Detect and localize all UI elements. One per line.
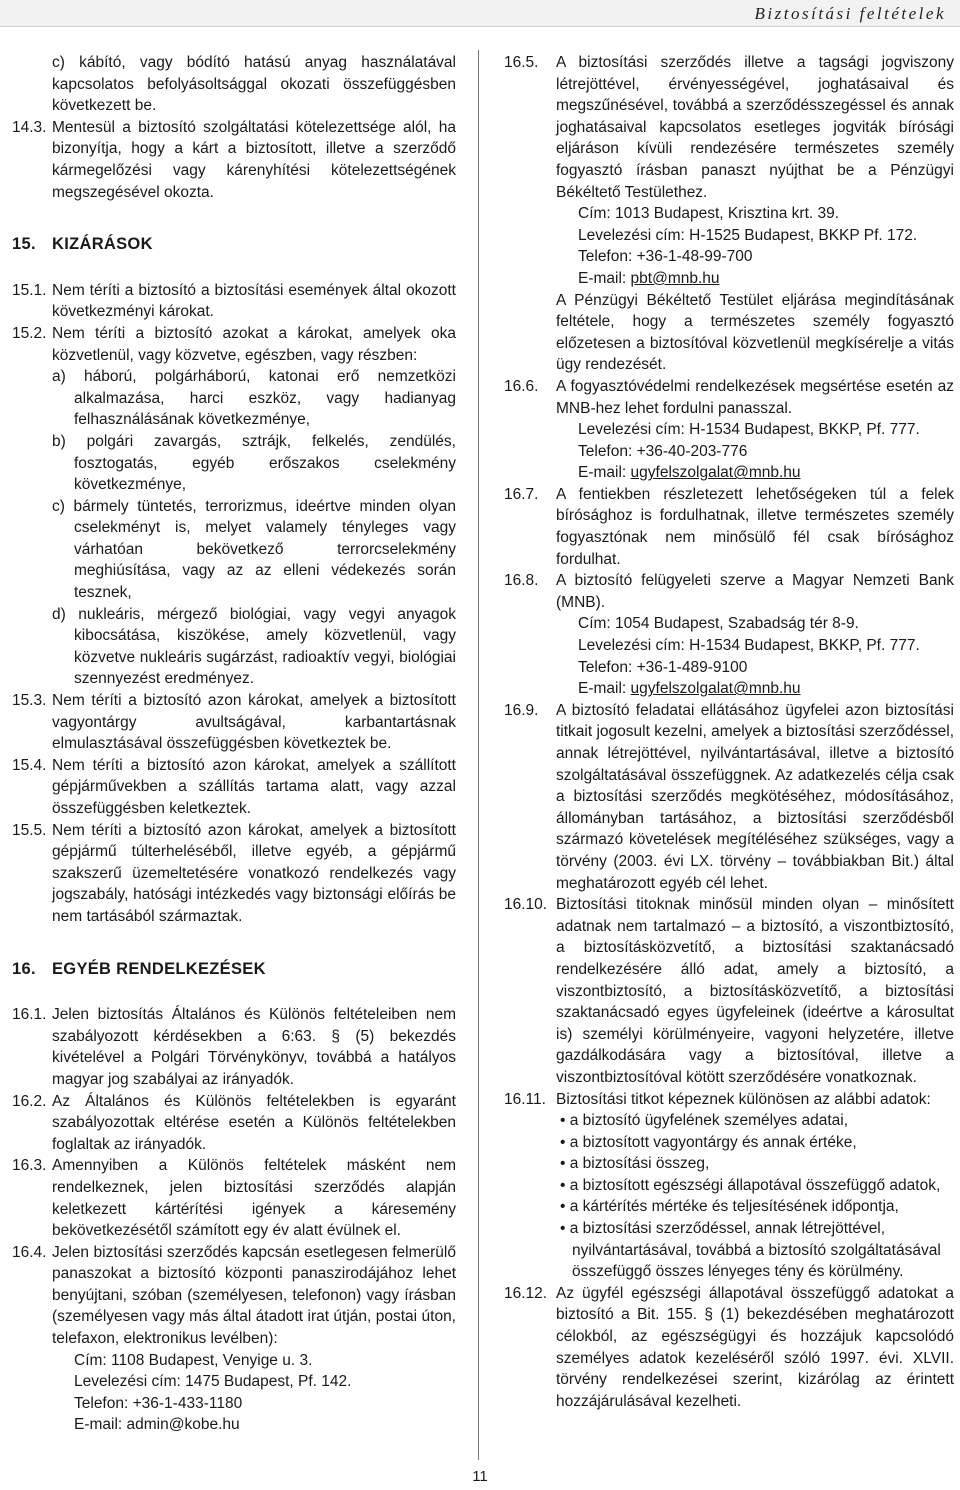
clause-15-1 <box>12 280 456 323</box>
clause-text: Nem téríti a biztosító azon károkat, amelyek a biztosított vagyontárgy avultságával, karbantartásnak elmulasztásával összefüggésben következtek be. <box>52 692 456 753</box>
clause-16-2 <box>12 1091 456 1156</box>
clause-16-3 <box>12 1155 456 1241</box>
clause-15-2-b: b) polgári zavargás, sztrájk, felkelés, zendülés, fosztogatás, egyéb erőszakos cselekmény következménye, <box>52 432 456 494</box>
clause-number: 16.3. <box>12 1157 47 1175</box>
list-item: • a biztosítási szerződéssel, annak létrejöttével, nyilvántartásával, továbbá a biztosító szolgáltatásával összefüggő összes lényeges tény és körülmény. <box>560 1220 941 1281</box>
pbt-address: Cím: 1013 Budapest, Krisztina krt. 39. <box>578 205 840 223</box>
mnb-email <box>504 462 954 484</box>
clause-16-8 <box>504 570 954 613</box>
clause-text: A biztosító felügyeleti szerve a Magyar Nemzeti Bank (MNB). <box>556 572 954 611</box>
section-heading-16 <box>12 959 456 981</box>
clause-number: 16.2. <box>12 1092 47 1110</box>
clause-text: Jelen biztosítás Általános és Különös feltételeiben nem szabályozott kérdésekben a 6:63. § (5) bekezdés kivételével a Polgári Törvénykönyv, továbbá a hatályos magyar jog szabályai az irányadók. <box>52 1006 456 1088</box>
clause-16-4 <box>12 1242 456 1350</box>
list-item: • a biztosított vagyontárgy és annak értéke, <box>560 1133 857 1151</box>
clause-number: 16.10. <box>504 896 548 914</box>
pbt-email <box>504 268 954 290</box>
clause-16-10 <box>504 894 954 1088</box>
clause-text: Biztosítási titkot képeznek különösen az alábbi adatok: <box>556 1090 931 1108</box>
supervisor-email <box>504 678 954 700</box>
clause-14-3-c: c) kábító, vagy bódító hatású anyag használatával kapcsolatos befolyásoltsággal okozati összefüggésben következett be. <box>52 54 456 115</box>
clause-15-2-d: d) nukleáris, mérgező biológiai, vagy vegyi anyagok kibocsátása, kiszökése, amely közvetlenül, vagy közvetve nukleáris sugárzást, radioaktív vegyi, biológiai szennyezést eredményez. <box>52 605 456 688</box>
section-heading-15 <box>12 234 456 256</box>
left-column <box>12 52 456 1436</box>
clause-14-3 <box>12 117 456 203</box>
pbt-phone: Telefon: +36-1-48-99-700 <box>578 248 753 266</box>
clause-text: A biztosítási szerződés illetve a tagsági jogviszony létrejöttével, érvényességével, joghatásaival és megszűnésével, továbbá a szerződésszegéssel és annak joghatásaival kapcsolatos esetleges jogviták bírósági eljáráson kívüli rendezésére természetes személy fogyasztó írásban panaszt nyújthat be a Pénzügyi Békéltető Testülethez. <box>556 54 954 201</box>
clause-16-12 <box>504 1283 954 1413</box>
clause-number: 16.5. <box>504 54 539 71</box>
clause-text: Biztosítási titoknak minősül minden olyan – minősített adatnak nem tartalmazó – a biztosító, a viszontbiztosító, a biztosításközvetítő, a biztosítási szaktanácsadó rendelkezésére álló adat, amely a biztosító, a viszontbiztosító, a biztosításközvetítő, a biztosítási szaktanácsadó egyes ügyfeleinek (ideértve a károsultat is) személyi körülményeire, vagyoni helyzetére, illetve gazdálkodására vagy a biztosítóval, illetve a viszontbiztosítóval kötött szerződésére vonatkoznak. <box>556 896 954 1086</box>
section-number: 16. <box>12 959 36 978</box>
clause-text: Nem téríti a biztosító azon károkat, amelyek a szállított gépjárművekben a szállítás tartama alatt, vagy azzal összefüggésben keletkeztek. <box>52 756 456 817</box>
clause-text: A biztosító feladatai ellátásához ügyfelei azon biztosítási titkait jogosult kezelni, amelyek a biztosítási szerződéssel, annak létrejöttével, nyilvántartásával, illetve a biztosító szolgáltatásával összefüggnek. Az adatkezelés célja csak a biztosítási szerződés megkötéséhez, módosításához, állományban tartásához, a biztosítási szerződésből származó követelések megítéléséhez szükséges, vagy a törvény (2003. évi LX. törvény – továbbiakban Bit.) által meghatározott egyéb cél lehet. <box>556 701 955 892</box>
clause-number: 15.5. <box>12 821 47 839</box>
right-column <box>504 52 954 1412</box>
column-divider <box>478 50 479 1460</box>
clause-text: A fogyasztóvédelmi rendelkezések megsértése esetén az MNB-hez lehet fordulni panasszal. <box>556 377 954 417</box>
page-header <box>0 0 960 34</box>
supervisor-email-link[interactable]: ugyfelszolgalat@mnb.hu <box>630 680 801 698</box>
list-item: • a biztosítási összeg, <box>560 1155 710 1173</box>
list-item: • a biztosított egészségi állapotával összefüggő adatok, <box>560 1176 941 1194</box>
header-title: Biztosítási feltételek <box>754 4 946 23</box>
complaint-email: E-mail: admin@kobe.hu <box>74 1416 240 1434</box>
complaint-phone: Telefon: +36-1-433-1180 <box>74 1394 243 1412</box>
clause-text: Az Általános és Különös feltételekben is egyaránt szabályozottak eltérése esetén a Különös feltételekben foglaltak az irányadók. <box>52 1092 456 1153</box>
clause-number: 16.9. <box>504 701 539 719</box>
clause-text: Az ügyfél egészségi állapotával összefüggő adatokat a biztosító a Bit. 155. § (1) bekezdésében meghatározott célokból, az egészségügyi és hozzájuk kapcsolódó személyes adatok kezeléséről szóló 1997. évi. XLVII. törvény rendelkezései szerint, kizárólag az érintett hozzájárulásával kezelheti. <box>556 1284 954 1410</box>
page-number: 11 <box>472 1468 488 1485</box>
list-item: • a kártérítés mértéke és teljesítésének időpontja, <box>560 1198 899 1216</box>
clause-number-spacer <box>504 290 556 376</box>
clause-16-5-cont <box>504 290 954 376</box>
clause-16-11 <box>504 1089 954 1111</box>
clause-number: 15.3. <box>12 692 47 710</box>
clause-number: 16.8. <box>504 572 539 590</box>
clause-text: Nem téríti a biztosító azokat a károkat, amelyek oka közvetlenül, vagy közvetve, egészben, vagy részben: <box>52 324 456 364</box>
clause-15-2-c: c) bármely tüntetés, terrorizmus, ideértve minden olyan cselekményt is, melyet valamely tényleges vagy várhatóan bekövetkező terrorcselekmény meghiúsítása, vagy az az elleni védekezés során tesznek, <box>52 497 456 602</box>
supervisor-address: Cím: 1054 Budapest, Szabadság tér 8-9. <box>578 615 859 633</box>
clause-text: Amennyiben a Különös feltételek másként nem rendelkeznek, jelen biztosítási szerződés alapján keletkezett kártérítési igények a káresemény bekövetkezésétől számított egy év alatt évülnek el. <box>52 1157 456 1240</box>
email-label: E-mail: <box>578 680 631 698</box>
section-title: EGYÉB RENDELKEZÉSEK <box>52 959 266 978</box>
clause-16-1 <box>12 1004 456 1090</box>
clause-number: 15.2. <box>12 324 47 342</box>
clause-16-7 <box>504 484 954 570</box>
supervisor-postal-address: Levelezési cím: H-1534 Budapest, BKKP, Pf. 777. <box>578 637 920 655</box>
clause-number: 14.3. <box>12 118 47 136</box>
clause-number: 16.7. <box>504 485 539 503</box>
pbt-email-link[interactable]: pbt@mnb.hu <box>630 269 720 287</box>
mnb-postal-address: Levelezési cím: H-1534 Budapest, BKKP, Pf. 777. <box>578 421 920 439</box>
clause-text: Nem téríti a biztosító azon károkat, amelyek a biztosított gépjármű túlterheléséből, illetve egyéb, a gépjármű szakszerű üzemeltetésére vonatkozó rendelkezés vagy jogszabály, hatósági intézkedés vagy biztonsági előírás be nem tartásából származtak. <box>52 821 456 925</box>
clause-number: 16.11. <box>504 1090 546 1108</box>
clause-number: 15.4. <box>12 756 47 774</box>
clause-number: 15.1. <box>12 281 47 299</box>
clause-text: A fentiekben részletezett lehetőségeken túl a felek bírósághoz is fordulhatnak, illetve természetes személy fogyasztónak nem minősülő fél csak bírósághoz fordulhat. <box>556 485 954 568</box>
supervisor-phone: Telefon: +36-1-489-9100 <box>578 658 748 676</box>
clause-text: A Pénzügyi Békéltető Testület eljárása megindításának feltétele, hogy a természetes személy fogyasztó előzetesen a biztosítóval közvetlenül megkísérelje a vitás ügy rendezését. <box>556 291 954 374</box>
clause-16-6 <box>504 376 954 419</box>
clause-15-2-a: a) háború, polgárháború, katonai erő nemzetközi alkalmazása, harci eszköz, vagy hadianyag felhasználásának következménye, <box>52 368 456 429</box>
list-item: • a biztosító ügyfelének személyes adatai, <box>560 1112 849 1130</box>
clause-text: Jelen biztosítási szerződés kapcsán esetlegesen felmerülő panaszokat a biztosító központi panaszirodájához lehet benyújtani, szóban (személyesen, telefonon) vagy írásban (személyesen vagy más által átadott irat útján, postai úton, telefaxon, elektronikus levélben): <box>52 1243 456 1348</box>
clause-15-3 <box>12 690 456 755</box>
clause-text: Mentesül a biztosító szolgáltatási kötelezettsége alól, ha bizonyítja, hogy a kárt a biztosított, illetve a szerződő kármegelőzési vagy kárenyhítési kötelezettségének megszegésével okozta. <box>52 118 456 201</box>
clause-16-9 <box>504 700 954 894</box>
email-label: E-mail: <box>578 464 631 482</box>
email-label: E-mail: <box>578 269 631 287</box>
clause-15-5 <box>12 820 456 928</box>
clause-number: 16.1. <box>12 1006 47 1024</box>
mnb-phone: Telefon: +36-40-203-776 <box>578 442 748 460</box>
complaint-address: Cím: 1108 Budapest, Venyige u. 3. <box>74 1351 313 1369</box>
clause-15-4 <box>12 755 456 820</box>
clause-number: 16.4. <box>12 1243 47 1261</box>
section-number: 15. <box>12 235 36 254</box>
pbt-postal-address: Levelezési cím: H-1525 Budapest, BKKP Pf. 172. <box>578 226 918 244</box>
complaint-postal-address: Levelezési cím: 1475 Budapest, Pf. 142. <box>74 1373 352 1391</box>
clause-number: 16.12. <box>504 1284 548 1302</box>
mnb-email-link[interactable]: ugyfelszolgalat@mnb.hu <box>630 464 801 482</box>
clause-15-2 <box>12 323 456 366</box>
clause-16-5 <box>504 52 954 203</box>
clause-number: 16.6. <box>504 377 539 395</box>
clause-text: Nem téríti a biztosító a biztosítási események által okozott következményi károkat. <box>52 281 456 321</box>
section-title: KIZÁRÁSOK <box>52 235 153 254</box>
